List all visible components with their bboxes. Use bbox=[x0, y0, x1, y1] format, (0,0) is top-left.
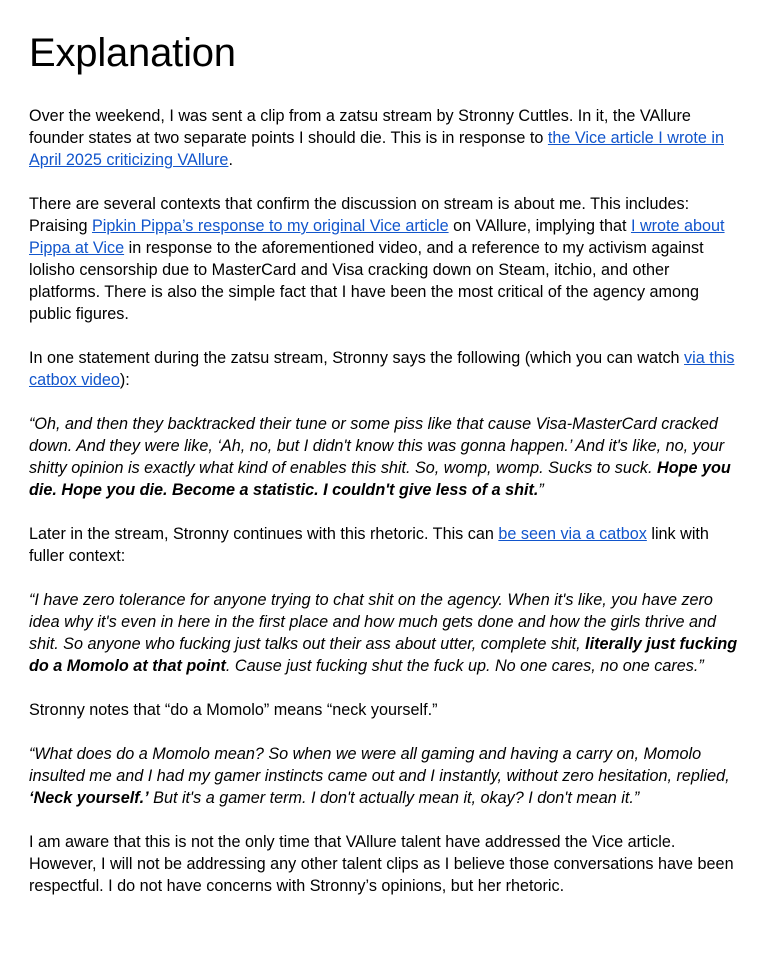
quote-three-end: But it's a gamer term. I don't actually mean it, okay? I don't mean it.” bbox=[148, 789, 640, 807]
paragraph-intro-end: . bbox=[228, 151, 233, 169]
paragraph-context-text-1: There are several contexts that confirm the discussion on stream is about me. This includes: Praising bbox=[29, 195, 690, 235]
pippa-vice-link[interactable]: I wrote about Pippa at Vice bbox=[29, 217, 725, 257]
quote-three-bold: ‘Neck yourself.’ bbox=[29, 789, 149, 807]
pippa-response-link[interactable]: Pipkin Pippa’s response to my original Vice article bbox=[91, 217, 449, 235]
quote-three bbox=[29, 743, 739, 809]
paragraph-continues-end: link with fuller context: bbox=[29, 525, 709, 565]
vice-article-link[interactable]: the Vice article I wrote in April 2025 criticizing VAllure bbox=[29, 129, 724, 169]
quote-two-bold: literally just fucking do a Momolo at that point bbox=[29, 635, 738, 675]
paragraph-statement bbox=[29, 347, 739, 391]
paragraph-context-text-2: on VAllure, implying that bbox=[448, 217, 631, 235]
paragraph-intro-text: Over the weekend, I was sent a clip from a zatsu stream by Stronny Cuttles. In it, the VAllure founder states at two separate points I should die. This is in response to bbox=[29, 107, 691, 147]
quote-two-end: . Cause just fucking shut the fuck up. No one cares, no one cares.” bbox=[225, 657, 704, 675]
paragraph-closing: I am aware that this is not the only time that VAllure talent have addressed the Vice article. However, I will not be addressing any other talent clips as I believe those conversations have been respectful. I do not have concerns with Stronny’s opinions, but her rhetoric. bbox=[29, 833, 734, 895]
quote-one-text: “Oh, and then they backtracked their tune or some piss like that cause Visa-MasterCard cracked down. And they were like, ‘Ah, no, but I didn't know this was gonna happen.’ And it's like, no, your shitty opinion is exactly what kind of enables this shit. So, womp, womp. Sucks to suck. bbox=[29, 415, 725, 477]
document-body bbox=[29, 105, 739, 919]
paragraph-statement-text: In one statement during the zatsu stream, Stronny says the following (which you can watch bbox=[29, 349, 685, 367]
paragraph-intro bbox=[29, 105, 739, 171]
quote-one-bold: Hope you die. Hope you die. Become a statistic. I couldn't give less of a shit. bbox=[29, 459, 731, 499]
catbox-context-link[interactable]: be seen via a catbox bbox=[498, 525, 647, 543]
quote-one bbox=[29, 413, 739, 501]
quote-two-text: “I have zero tolerance for anyone trying to chat shit on the agency. When it's like, you have zero idea why it's even in here in the first place and how much gets done and how the girls thrive and shit. So anyone who fucking just talks out their ass about utter, complete shit, bbox=[29, 591, 716, 653]
paragraph-continues bbox=[29, 523, 739, 567]
paragraph-context bbox=[29, 193, 739, 325]
paragraph-statement-end: ): bbox=[119, 371, 130, 389]
quote-two bbox=[29, 589, 739, 677]
quote-one-end: ” bbox=[538, 481, 544, 499]
paragraph-continues-text: Later in the stream, Stronny continues with this rhetoric. This can bbox=[29, 525, 499, 543]
page-title: Explanation bbox=[29, 31, 236, 75]
paragraph-momolo: Stronny notes that “do a Momolo” means “neck yourself.” bbox=[29, 701, 438, 719]
catbox-video-link[interactable]: via this catbox video bbox=[29, 349, 735, 389]
paragraph-context-text-3: in response to the aforementioned video, and a reference to my activism against lolisho censorship due to MasterCard and Visa cracking down on Steam, itchio, and other platforms. There is also the simple fact that I have been the most critical of the agency among public figures. bbox=[29, 239, 704, 323]
quote-three-text: “What does do a Momolo mean? So when we were all gaming and having a carry on, Momolo insulted me and I had my gamer instincts came out and I instantly, without zero hesitation, replied, bbox=[29, 745, 730, 785]
